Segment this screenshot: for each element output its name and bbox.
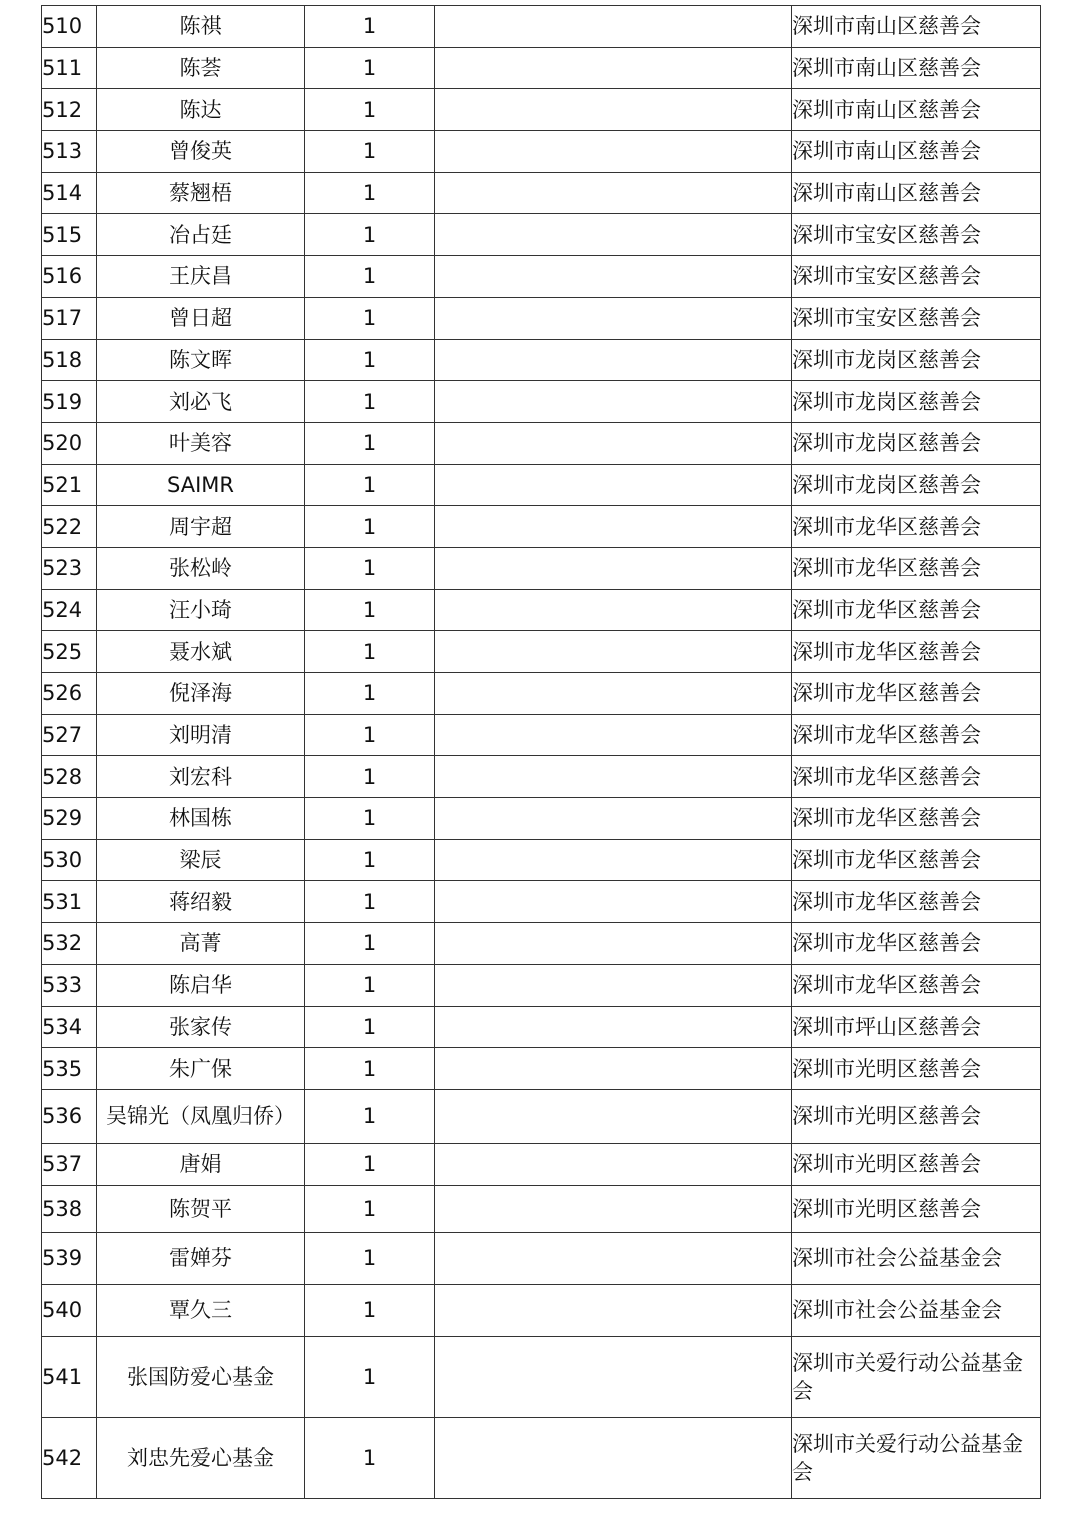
remark-cell (435, 256, 792, 298)
donor-name: 张松岭 (97, 547, 305, 589)
table-row (42, 89, 1041, 131)
row-number: 527 (42, 714, 97, 756)
donation-quantity: 1 (305, 1284, 435, 1336)
remark-cell (435, 506, 792, 548)
table-row (42, 756, 1041, 798)
organization-name: 深圳市南山区慈善会 (792, 89, 1041, 131)
organization-name: 深圳市关爱行动公益基金会 (792, 1336, 1041, 1417)
row-number: 521 (42, 464, 97, 506)
row-number: 536 (42, 1089, 97, 1143)
donation-quantity: 1 (305, 464, 435, 506)
row-number: 522 (42, 506, 97, 548)
organization-name: 深圳市坪山区慈善会 (792, 1006, 1041, 1048)
donor-table (41, 5, 1041, 1499)
organization-name: 深圳市光明区慈善会 (792, 1185, 1041, 1232)
donor-name: 陈祺 (97, 6, 305, 48)
remark-cell (435, 673, 792, 715)
table-row (42, 506, 1041, 548)
remark-cell (435, 1143, 792, 1185)
donation-quantity: 1 (305, 422, 435, 464)
donation-quantity: 1 (305, 1336, 435, 1417)
table-row (42, 1284, 1041, 1336)
organization-name: 深圳市龙华区慈善会 (792, 964, 1041, 1006)
organization-name: 深圳市龙华区慈善会 (792, 631, 1041, 673)
remark-cell (435, 1336, 792, 1417)
donation-quantity: 1 (305, 881, 435, 923)
donation-quantity: 1 (305, 798, 435, 840)
organization-name: 深圳市龙华区慈善会 (792, 589, 1041, 631)
donation-quantity: 1 (305, 631, 435, 673)
table-row (42, 131, 1041, 173)
remark-cell (435, 923, 792, 965)
remark-cell (435, 1089, 792, 1143)
donor-name: 梁辰 (97, 839, 305, 881)
table-row (42, 1006, 1041, 1048)
row-number: 541 (42, 1336, 97, 1417)
row-number: 523 (42, 547, 97, 589)
table-row (42, 964, 1041, 1006)
organization-name: 深圳市龙华区慈善会 (792, 881, 1041, 923)
remark-cell (435, 297, 792, 339)
organization-name: 深圳市宝安区慈善会 (792, 297, 1041, 339)
table-row (42, 422, 1041, 464)
remark-cell (435, 1048, 792, 1090)
organization-name: 深圳市光明区慈善会 (792, 1089, 1041, 1143)
donor-name: 张国防爱心基金 (97, 1336, 305, 1417)
remark-cell (435, 89, 792, 131)
table-row (42, 839, 1041, 881)
donation-quantity: 1 (305, 131, 435, 173)
row-number: 542 (42, 1417, 97, 1498)
organization-name: 深圳市社会公益基金会 (792, 1284, 1041, 1336)
table-row (42, 1089, 1041, 1143)
donor-name: 张家传 (97, 1006, 305, 1048)
donor-name: 高菁 (97, 923, 305, 965)
donor-name: 吴锦光（凤凰归侨） (97, 1089, 305, 1143)
remark-cell (435, 172, 792, 214)
table-row (42, 381, 1041, 423)
row-number: 533 (42, 964, 97, 1006)
remark-cell (435, 1185, 792, 1232)
row-number: 510 (42, 6, 97, 48)
donor-name: 倪泽海 (97, 673, 305, 715)
organization-name: 深圳市龙岗区慈善会 (792, 381, 1041, 423)
row-number: 528 (42, 756, 97, 798)
row-number: 537 (42, 1143, 97, 1185)
organization-name: 深圳市龙华区慈善会 (792, 506, 1041, 548)
donation-quantity: 1 (305, 256, 435, 298)
row-number: 539 (42, 1232, 97, 1284)
donor-name: 汪小琦 (97, 589, 305, 631)
donor-name: 陈达 (97, 89, 305, 131)
remark-cell (435, 714, 792, 756)
donation-quantity: 1 (305, 756, 435, 798)
donor-name: 刘明清 (97, 714, 305, 756)
donation-quantity: 1 (305, 89, 435, 131)
organization-name: 深圳市南山区慈善会 (792, 6, 1041, 48)
donor-name: 唐娟 (97, 1143, 305, 1185)
organization-name: 深圳市宝安区慈善会 (792, 214, 1041, 256)
row-number: 519 (42, 381, 97, 423)
remark-cell (435, 464, 792, 506)
remark-cell (435, 589, 792, 631)
table-row (42, 1048, 1041, 1090)
table-row (42, 339, 1041, 381)
row-number: 514 (42, 172, 97, 214)
donor-name: 蒋绍毅 (97, 881, 305, 923)
donor-name: 陈贺平 (97, 1185, 305, 1232)
table-row (42, 1232, 1041, 1284)
donor-name: 周宇超 (97, 506, 305, 548)
row-number: 531 (42, 881, 97, 923)
donation-quantity: 1 (305, 1089, 435, 1143)
organization-name: 深圳市南山区慈善会 (792, 172, 1041, 214)
table-row (42, 464, 1041, 506)
donor-name: 刘宏科 (97, 756, 305, 798)
row-number: 524 (42, 589, 97, 631)
organization-name: 深圳市龙华区慈善会 (792, 798, 1041, 840)
row-number: 520 (42, 422, 97, 464)
donation-quantity: 1 (305, 506, 435, 548)
organization-name: 深圳市龙岗区慈善会 (792, 422, 1041, 464)
table-row (42, 1185, 1041, 1232)
donation-quantity: 1 (305, 1006, 435, 1048)
row-number: 518 (42, 339, 97, 381)
donor-name: 王庆昌 (97, 256, 305, 298)
row-number: 516 (42, 256, 97, 298)
remark-cell (435, 1006, 792, 1048)
donation-quantity: 1 (305, 1232, 435, 1284)
organization-name: 深圳市龙岗区慈善会 (792, 464, 1041, 506)
table-row (42, 297, 1041, 339)
donation-quantity: 1 (305, 839, 435, 881)
donor-name: 陈启华 (97, 964, 305, 1006)
donation-quantity: 1 (305, 6, 435, 48)
remark-cell (435, 1284, 792, 1336)
donor-name: 朱广保 (97, 1048, 305, 1090)
donation-quantity: 1 (305, 297, 435, 339)
organization-name: 深圳市关爱行动公益基金会 (792, 1417, 1041, 1498)
organization-name: 深圳市龙华区慈善会 (792, 923, 1041, 965)
row-number: 535 (42, 1048, 97, 1090)
donation-quantity: 1 (305, 547, 435, 589)
table-row (42, 881, 1041, 923)
organization-name: 深圳市龙华区慈善会 (792, 714, 1041, 756)
donor-name: 陈荟 (97, 47, 305, 89)
donor-name: 冶占廷 (97, 214, 305, 256)
table-row (42, 1143, 1041, 1185)
remark-cell (435, 1417, 792, 1498)
remark-cell (435, 214, 792, 256)
row-number: 515 (42, 214, 97, 256)
table-row (42, 256, 1041, 298)
remark-cell (435, 422, 792, 464)
row-number: 513 (42, 131, 97, 173)
remark-cell (435, 1232, 792, 1284)
table-row (42, 1336, 1041, 1417)
table-row (42, 172, 1041, 214)
remark-cell (435, 881, 792, 923)
donation-quantity: 1 (305, 1143, 435, 1185)
table-row (42, 6, 1041, 48)
donation-quantity: 1 (305, 339, 435, 381)
donor-name: 覃久三 (97, 1284, 305, 1336)
donation-quantity: 1 (305, 1417, 435, 1498)
row-number: 526 (42, 673, 97, 715)
remark-cell (435, 547, 792, 589)
organization-name: 深圳市龙华区慈善会 (792, 673, 1041, 715)
table-row (42, 214, 1041, 256)
table-row (42, 798, 1041, 840)
donation-quantity: 1 (305, 923, 435, 965)
organization-name: 深圳市光明区慈善会 (792, 1048, 1041, 1090)
donation-quantity: 1 (305, 172, 435, 214)
donor-name: SAIMR (97, 464, 305, 506)
donation-quantity: 1 (305, 673, 435, 715)
donation-quantity: 1 (305, 214, 435, 256)
table-row (42, 589, 1041, 631)
row-number: 538 (42, 1185, 97, 1232)
remark-cell (435, 631, 792, 673)
row-number: 530 (42, 839, 97, 881)
table-row (42, 631, 1041, 673)
remark-cell (435, 381, 792, 423)
donor-name: 蔡翘梧 (97, 172, 305, 214)
remark-cell (435, 131, 792, 173)
table-row (42, 547, 1041, 589)
donation-quantity: 1 (305, 589, 435, 631)
remark-cell (435, 6, 792, 48)
row-number: 532 (42, 923, 97, 965)
organization-name: 深圳市社会公益基金会 (792, 1232, 1041, 1284)
donation-quantity: 1 (305, 381, 435, 423)
table-row (42, 673, 1041, 715)
organization-name: 深圳市龙岗区慈善会 (792, 339, 1041, 381)
remark-cell (435, 756, 792, 798)
donor-name: 聂水斌 (97, 631, 305, 673)
remark-cell (435, 47, 792, 89)
table-row (42, 1417, 1041, 1498)
row-number: 525 (42, 631, 97, 673)
donation-quantity: 1 (305, 714, 435, 756)
organization-name: 深圳市龙华区慈善会 (792, 756, 1041, 798)
row-number: 529 (42, 798, 97, 840)
donation-quantity: 1 (305, 47, 435, 89)
organization-name: 深圳市龙华区慈善会 (792, 839, 1041, 881)
row-number: 512 (42, 89, 97, 131)
organization-name: 深圳市南山区慈善会 (792, 47, 1041, 89)
organization-name: 深圳市南山区慈善会 (792, 131, 1041, 173)
donor-name: 雷婵芬 (97, 1232, 305, 1284)
remark-cell (435, 839, 792, 881)
row-number: 511 (42, 47, 97, 89)
donation-quantity: 1 (305, 1048, 435, 1090)
remark-cell (435, 798, 792, 840)
row-number: 534 (42, 1006, 97, 1048)
donor-name: 叶美容 (97, 422, 305, 464)
row-number: 540 (42, 1284, 97, 1336)
donor-name: 曾日超 (97, 297, 305, 339)
table-row (42, 923, 1041, 965)
remark-cell (435, 964, 792, 1006)
organization-name: 深圳市宝安区慈善会 (792, 256, 1041, 298)
donor-name: 刘忠先爱心基金 (97, 1417, 305, 1498)
donor-name: 曾俊英 (97, 131, 305, 173)
donor-name: 林国栋 (97, 798, 305, 840)
organization-name: 深圳市龙华区慈善会 (792, 547, 1041, 589)
donation-quantity: 1 (305, 1185, 435, 1232)
organization-name: 深圳市光明区慈善会 (792, 1143, 1041, 1185)
table-row (42, 47, 1041, 89)
donation-quantity: 1 (305, 964, 435, 1006)
remark-cell (435, 339, 792, 381)
row-number: 517 (42, 297, 97, 339)
table-row (42, 714, 1041, 756)
donor-table-body (42, 6, 1041, 1499)
donor-name: 刘必飞 (97, 381, 305, 423)
donor-name: 陈文晖 (97, 339, 305, 381)
